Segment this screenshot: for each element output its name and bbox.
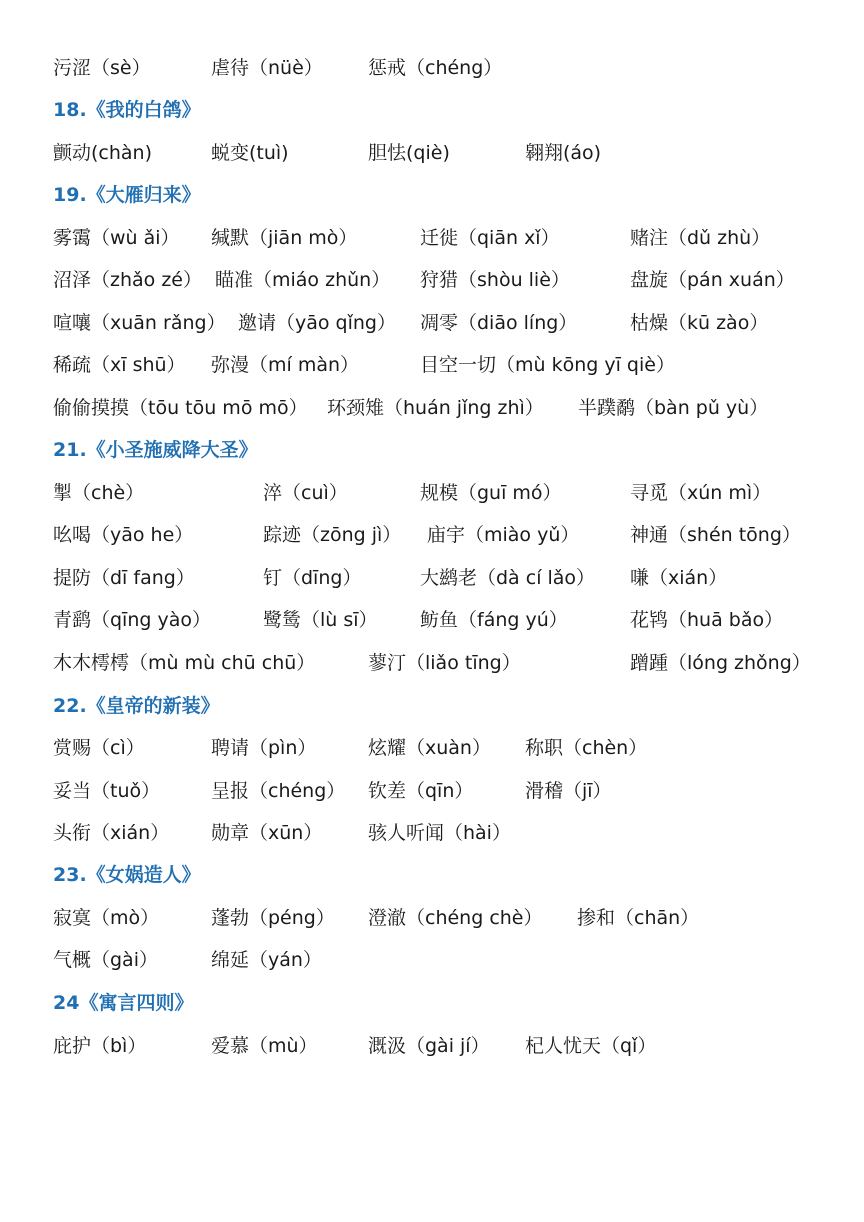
vocab-entry: 提防（dī fang） xyxy=(53,567,195,589)
vocab-row xyxy=(0,307,864,339)
vocab-entry: 滑稽（jī） xyxy=(525,780,612,802)
vocab-entry: 赏赐（cì） xyxy=(53,737,145,759)
vocab-entry: 寂寞（mò） xyxy=(53,907,160,929)
vocab-entry: 庇护（bì） xyxy=(53,1035,147,1057)
vocab-entry: 掺和（chān） xyxy=(577,907,700,929)
vocab-entry: 惩戒（chéng） xyxy=(368,57,503,79)
vocab-entry: 颤动(chàn) xyxy=(53,142,152,164)
vocab-entry: 头衔（xián） xyxy=(53,822,170,844)
vocab-entry: 杞人忧天（qǐ） xyxy=(525,1035,657,1057)
vocab-entry: 盘旋（pán xuán） xyxy=(630,269,795,291)
vocab-entry: 钦差（qīn） xyxy=(368,780,474,802)
vocab-entry: 聘请（pìn） xyxy=(211,737,317,759)
vocab-entry: 称职（chèn） xyxy=(525,737,648,759)
section-heading: 24《寓言四则》 xyxy=(53,992,194,1014)
vocab-entry: 枯燥（kū zào） xyxy=(630,312,769,334)
vocab-entry: 雾霭（wù ǎi） xyxy=(53,227,180,249)
vocab-row xyxy=(0,264,864,296)
vocab-entry: 缄默（jiān mò） xyxy=(211,227,358,249)
vocab-entry: 鲂鱼（fáng yú） xyxy=(420,609,568,631)
vocab-row xyxy=(0,732,864,764)
vocab-entry: 环颈雉（huán jǐng zhì） xyxy=(327,397,544,419)
vocab-row xyxy=(0,902,864,934)
vocab-entry: 蜕变(tuì) xyxy=(211,142,289,164)
vocab-entry: 沼泽（zhǎo zé） xyxy=(53,269,202,291)
vocab-entry: 鹭鸶（lù sī） xyxy=(263,609,378,631)
vocab-entry: 喧嚷（xuān rǎng） xyxy=(53,312,226,334)
vocab-entry: 规模（guī mó） xyxy=(420,482,562,504)
vocab-row xyxy=(0,392,864,424)
vocab-entry: 胆怯(qiè) xyxy=(368,142,450,164)
vocab-row xyxy=(0,52,864,84)
vocab-entry: 花鸨（huā bǎo） xyxy=(630,609,784,631)
vocab-entry: 绵延（yán） xyxy=(211,949,322,971)
section-heading: 21.《小圣施威降大圣》 xyxy=(53,439,258,461)
vocab-row xyxy=(0,1030,864,1062)
vocab-entry: 掣（chè） xyxy=(53,482,145,504)
vocab-entry: 稀疏（xī shū） xyxy=(53,354,186,376)
vocab-entry: 迁徙（qiān xǐ） xyxy=(420,227,560,249)
vocab-row xyxy=(0,222,864,254)
vocab-entry: 污涩（sè） xyxy=(53,57,151,79)
vocab-entry: 偷偷摸摸（tōu tōu mō mō） xyxy=(53,397,308,419)
vocab-entry: 嗛（xián） xyxy=(630,567,728,589)
section-heading: 23.《女娲造人》 xyxy=(53,864,201,886)
vocab-row xyxy=(0,604,864,636)
vocab-entry: 淬（cuì） xyxy=(263,482,348,504)
section-heading: 19.《大雁归来》 xyxy=(53,184,201,206)
vocab-entry: 瞄准（miáo zhǔn） xyxy=(215,269,391,291)
vocab-row xyxy=(0,519,864,551)
vocab-entry: 踪迹（zōng jì） xyxy=(263,524,402,546)
vocab-entry: 狩猎（shòu liè） xyxy=(420,269,570,291)
vocab-entry: 青鹞（qīng yào） xyxy=(53,609,211,631)
vocab-entry: 寻觅（xún mì） xyxy=(630,482,772,504)
vocab-row xyxy=(0,137,864,169)
vocab-entry: 赌注（dǔ zhù） xyxy=(630,227,771,249)
vocab-row xyxy=(0,477,864,509)
vocab-row xyxy=(0,775,864,807)
vocab-entry: 半蹼鹬（bàn pǔ yù） xyxy=(578,397,769,419)
vocab-entry: 神通（shén tōng） xyxy=(630,524,801,546)
vocab-entry: 邀请（yāo qǐng） xyxy=(238,312,396,334)
vocab-entry: 虐待（nüè） xyxy=(211,57,323,79)
vocab-row xyxy=(0,817,864,849)
vocab-entry: 吆喝（yāo he） xyxy=(53,524,194,546)
vocab-entry: 澄澈（chéng chè） xyxy=(368,907,543,929)
vocab-entry: 妥当（tuǒ） xyxy=(53,780,161,802)
vocab-entry: 爱慕（mù） xyxy=(211,1035,318,1057)
vocab-row xyxy=(0,944,864,976)
vocab-entry: 木木樗樗（mù mù chū chū） xyxy=(53,652,316,674)
vocab-row xyxy=(0,349,864,381)
section-heading: 22.《皇帝的新装》 xyxy=(53,695,220,717)
vocab-entry: 蓬勃（péng） xyxy=(211,907,335,929)
vocab-entry: 溉汲（gài jí） xyxy=(368,1035,490,1057)
vocab-entry: 大鹚老（dà cí lǎo） xyxy=(420,567,596,589)
vocab-entry: 目空一切（mù kōng yī qiè） xyxy=(420,354,675,376)
vocab-entry: 庙宇（miào yǔ） xyxy=(427,524,580,546)
section-heading: 18.《我的白鸽》 xyxy=(53,99,201,121)
vocab-entry: 蹭踵（lóng zhǒng） xyxy=(630,652,811,674)
vocab-entry: 气概（gài） xyxy=(53,949,158,971)
vocab-entry: 翱翔(áo) xyxy=(525,142,602,164)
vocab-entry: 弥漫（mí màn） xyxy=(211,354,360,376)
vocab-entry: 凋零（diāo líng） xyxy=(420,312,578,334)
vocab-entry: 勋章（xūn） xyxy=(211,822,323,844)
vocab-row xyxy=(0,562,864,594)
vocab-entry: 骇人听闻（hài） xyxy=(368,822,511,844)
vocab-entry: 钉（dīng） xyxy=(263,567,362,589)
vocab-entry: 蓼汀（liǎo tīng） xyxy=(368,652,521,674)
vocab-entry: 炫耀（xuàn） xyxy=(368,737,491,759)
vocab-entry: 呈报（chéng） xyxy=(211,780,346,802)
vocab-row xyxy=(0,647,864,679)
